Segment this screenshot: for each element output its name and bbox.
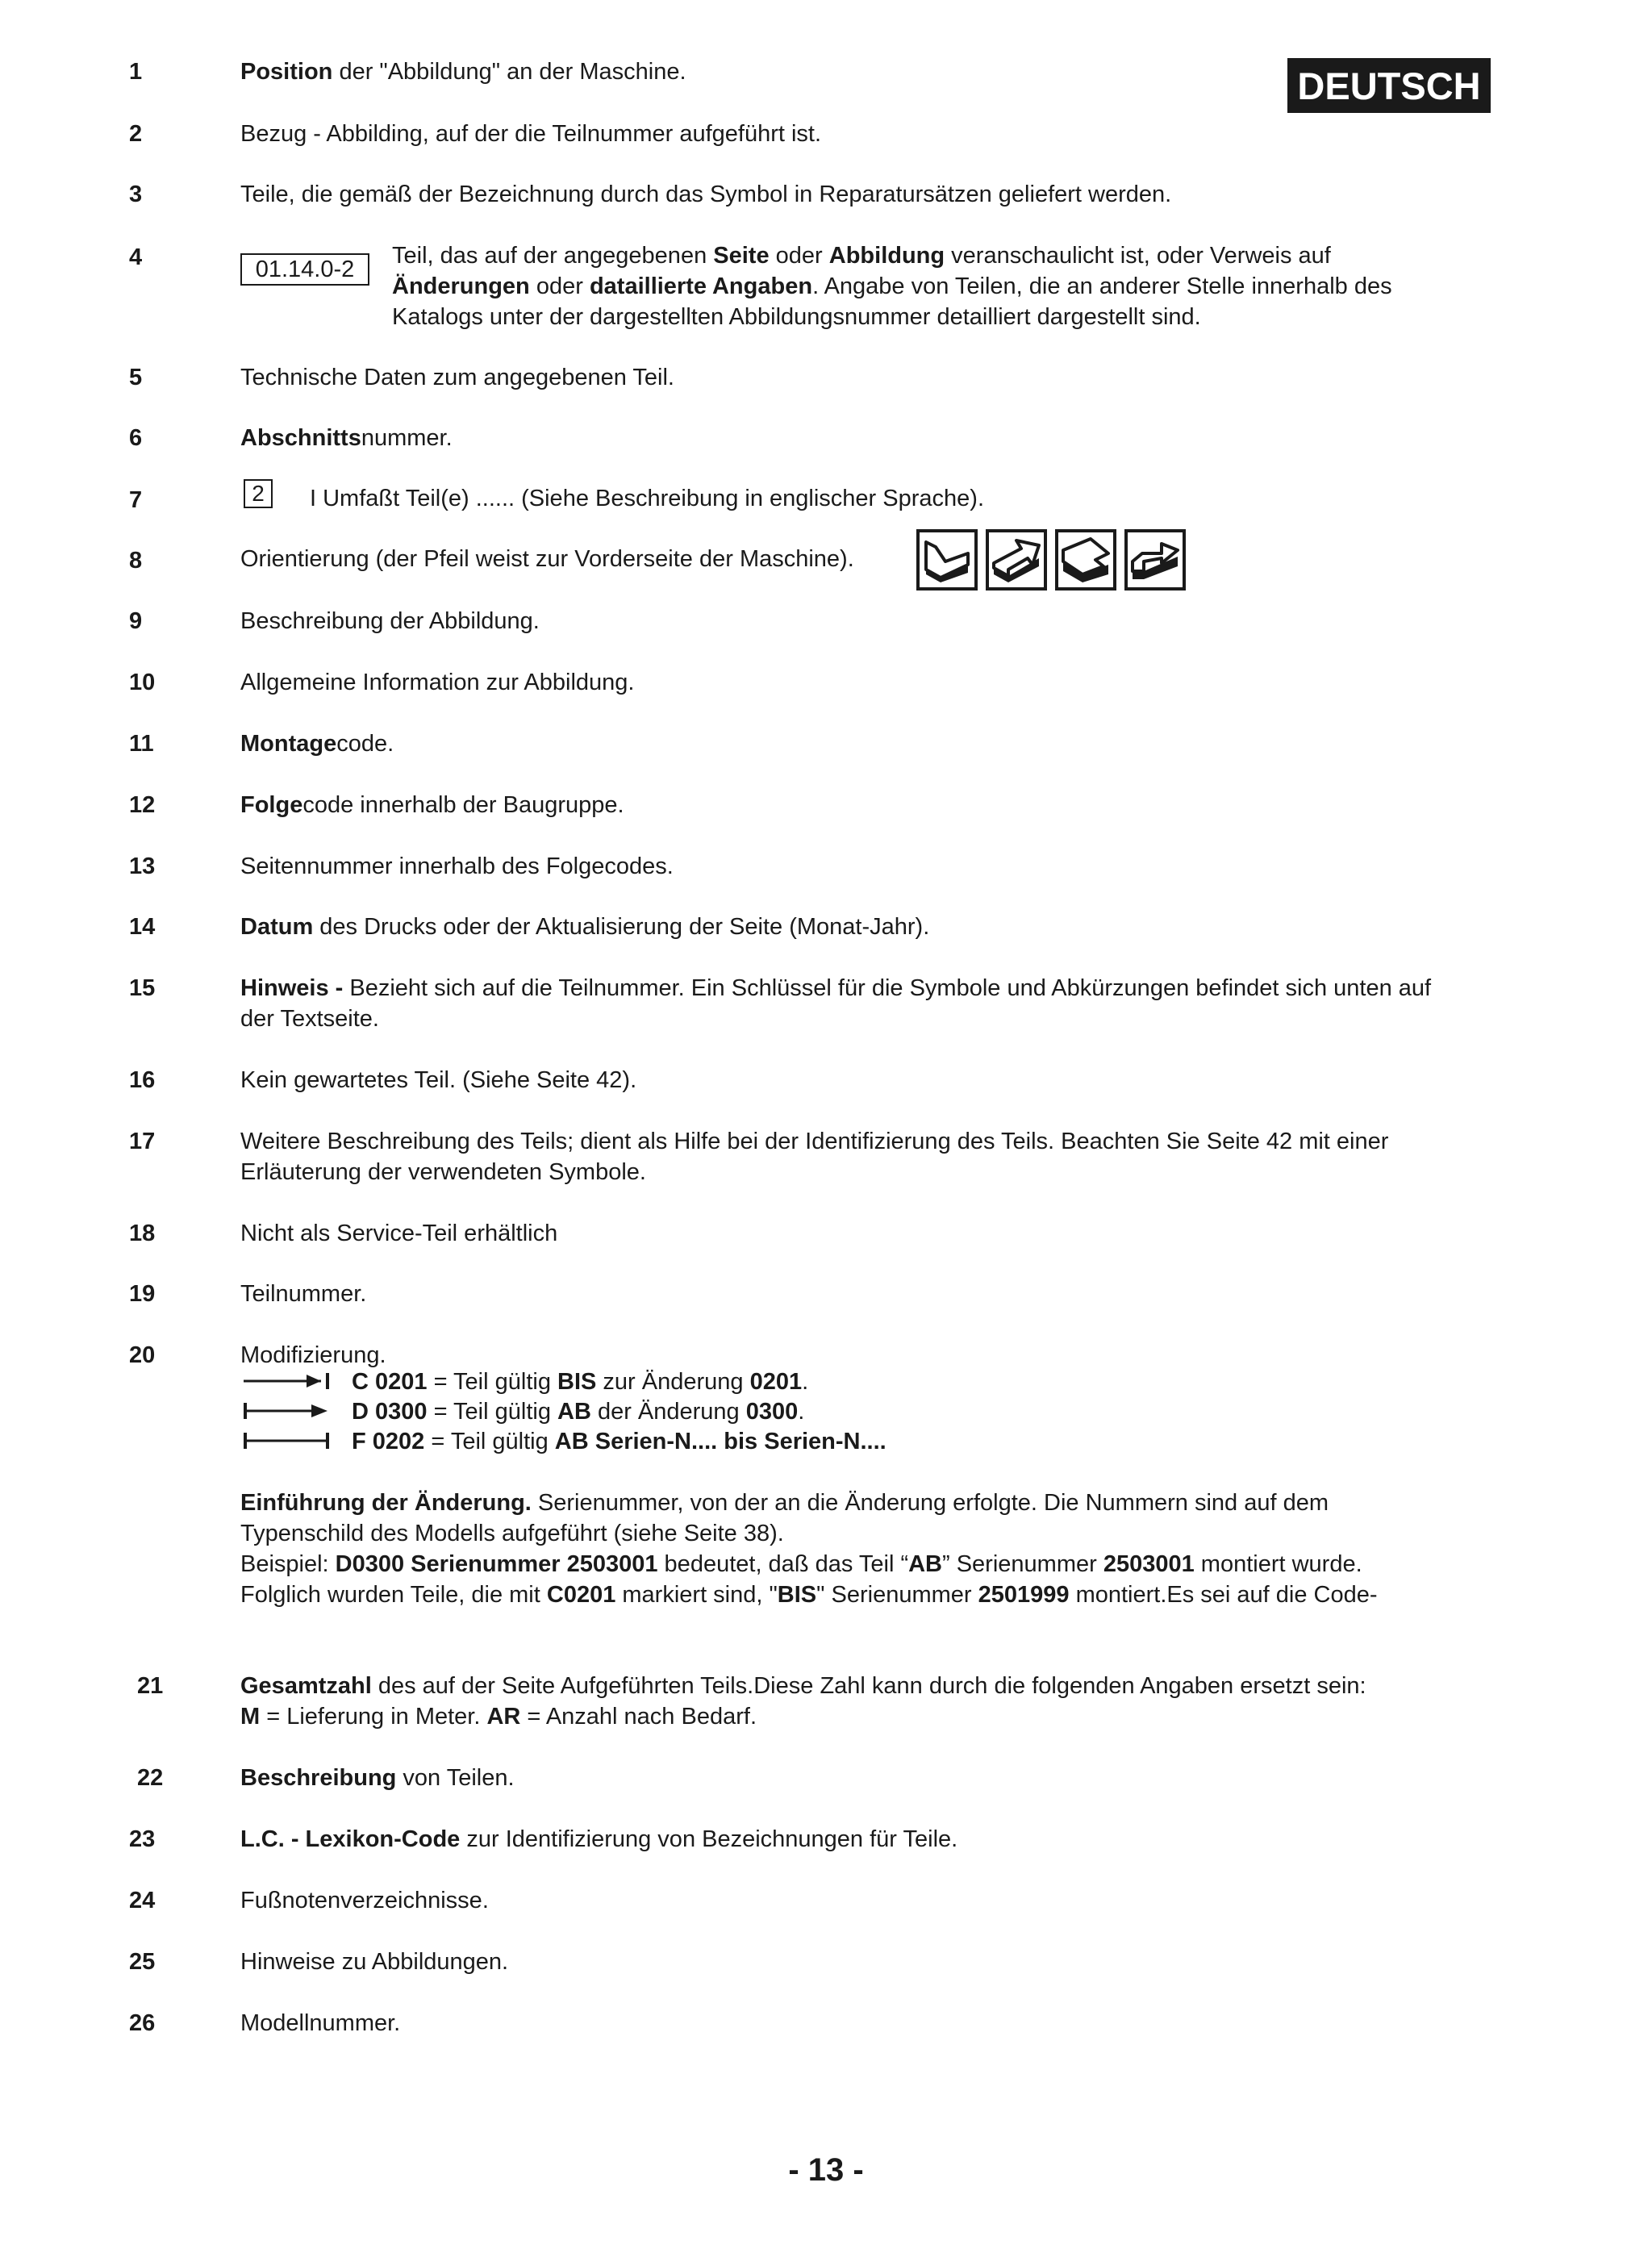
item-text: Bezug - Abbilding, auf der die Teilnummer aufgeführt ist.: [240, 121, 822, 147]
item-text: Weitere Beschreibung des Teils; dient als Hilfe bei der Identifizierung des Teils. Beachten Sie Seite 42 mit einer Erläuterung der verwendeten Symbole.: [240, 1129, 1389, 1185]
item-text: Gesamtzahl des auf der Seite Aufgeführten Teils.Diese Zahl kann durch die folgenden Angaben ersetzt sein: M = Lieferung in Meter. AR = Anzahl nach Bedarf.: [240, 1673, 1366, 1730]
item-number: 26: [129, 2010, 156, 2036]
item-text: Teile, die gemäß der Bezeichnung durch das Symbol in Reparatursätzen geliefert werden.: [240, 182, 1172, 207]
item-number: 17: [129, 1129, 156, 1154]
item-text: Allgemeine Information zur Abbildung.: [240, 670, 635, 695]
item-number: 11: [129, 731, 154, 757]
arrow-right-down-icon: [1055, 529, 1116, 590]
item-text: I Umfaßt Teil(e) ...... (Siehe Beschreibung in englischer Sprache).: [310, 486, 985, 511]
item-text: Teil, das auf der angegebenen Seite oder Abbildung veranschaulicht ist, oder Verweis auf Änderungen oder dataillierte Angaben. Angabe von Teilen, die an anderer Stelle innerhalb des Katalogs unter der dargestellten Abbildungsnummer detailliert dargestellt sind.: [392, 243, 1392, 330]
item-number: 7: [129, 487, 143, 513]
modification-line: F 0202 = Teil gültig AB Serien-N.... bis Serien-N....: [352, 1429, 886, 1454]
item-number: 19: [129, 1281, 156, 1307]
item-number: 22: [137, 1765, 164, 1791]
item-text: Abschnittsnummer.: [240, 425, 453, 451]
item-number: 14: [129, 914, 156, 940]
arrow-right-up-icon: [1124, 529, 1186, 590]
item-number: 23: [129, 1826, 156, 1852]
reference-box: 01.14.0-2: [240, 253, 369, 286]
item-number: 21: [137, 1673, 164, 1699]
item-text: Modifizierung.: [240, 1342, 386, 1368]
item-number: 12: [129, 792, 156, 818]
item-text: Kein gewartetes Teil. (Siehe Seite 42).: [240, 1067, 637, 1093]
item-text: Datum des Drucks oder der Aktualisierung der Seite (Monat-Jahr).: [240, 914, 930, 940]
item-number: 20: [129, 1342, 156, 1368]
item-text: Hinweise zu Abbildungen.: [240, 1949, 509, 1975]
item-text: Teilnummer.: [240, 1281, 367, 1307]
item-number: 4: [129, 244, 143, 270]
item-text: Beschreibung von Teilen.: [240, 1765, 515, 1791]
item-number: 15: [129, 975, 156, 1001]
change-introduction-paragraph: Einführung der Änderung. Serienummer, von der an die Änderung erfolgte. Die Nummern sind auf dem Typenschild des Modells aufgeführt (siehe Seite 38). Beispiel: D0300 Serienummer 2503001 bedeutet, daß das Teil “AB” Serienummer 2503001 montiert wurde. Folglich wurden Teile, die mit C0201 markiert sind, "BIS" Serienummer 2501999 montiert.Es sei auf die Code-: [240, 1490, 1378, 1608]
item-number: 16: [129, 1067, 156, 1093]
quantity-box: 2: [244, 479, 273, 508]
modification-line: C 0201 = Teil gültig BIS zur Änderung 0201.: [352, 1369, 809, 1395]
item-text: L.C. - Lexikon-Code zur Identifizierung von Bezeichnungen für Teile.: [240, 1826, 958, 1852]
item-number: 2: [129, 121, 143, 147]
item-number: 3: [129, 182, 143, 207]
item-number: 1: [129, 59, 143, 85]
item-number: 10: [129, 670, 156, 695]
item-number: 18: [129, 1221, 156, 1246]
item-number: 25: [129, 1949, 156, 1975]
item-text: Orientierung (der Pfeil weist zur Vorderseite der Maschine).: [240, 546, 854, 572]
item-number: 8: [129, 548, 143, 574]
item-number: 13: [129, 853, 156, 879]
item-number: 24: [129, 1888, 156, 1913]
language-badge: DEUTSCH: [1287, 58, 1491, 113]
item-number: 6: [129, 425, 143, 451]
bar-to-arrow-icon: [244, 1401, 331, 1421]
item-text: Folgecode innerhalb der Baugruppe.: [240, 792, 624, 818]
page-number: - 13 -: [788, 2152, 864, 2188]
item-text: Montagecode.: [240, 731, 394, 757]
item-text: Seitennummer innerhalb des Folgecodes.: [240, 853, 674, 879]
bar-to-bar-icon: [244, 1431, 331, 1450]
item-text: Technische Daten zum angegebenen Teil.: [240, 365, 674, 390]
item-text: Hinweis - Bezieht sich auf die Teilnummer. Ein Schlüssel für die Symbole und Abkürzungen befindet sich unten auf der Textseite.: [240, 975, 1432, 1032]
item-number: 9: [129, 608, 143, 634]
arrow-left-up-icon: [986, 529, 1047, 590]
arrow-left-down-icon: [916, 529, 978, 590]
item-text: Modellnummer.: [240, 2010, 401, 2036]
modification-line: D 0300 = Teil gültig AB der Änderung 0300.: [352, 1399, 805, 1425]
item-text: Beschreibung der Abbildung.: [240, 608, 540, 634]
item-text: Nicht als Service-Teil erhältlich: [240, 1221, 558, 1246]
arrow-to-bar-icon: [244, 1371, 331, 1391]
item-text: Position der "Abbildung" an der Maschine.: [240, 59, 686, 85]
item-number: 5: [129, 365, 143, 390]
item-text: Fußnotenverzeichnisse.: [240, 1888, 489, 1913]
